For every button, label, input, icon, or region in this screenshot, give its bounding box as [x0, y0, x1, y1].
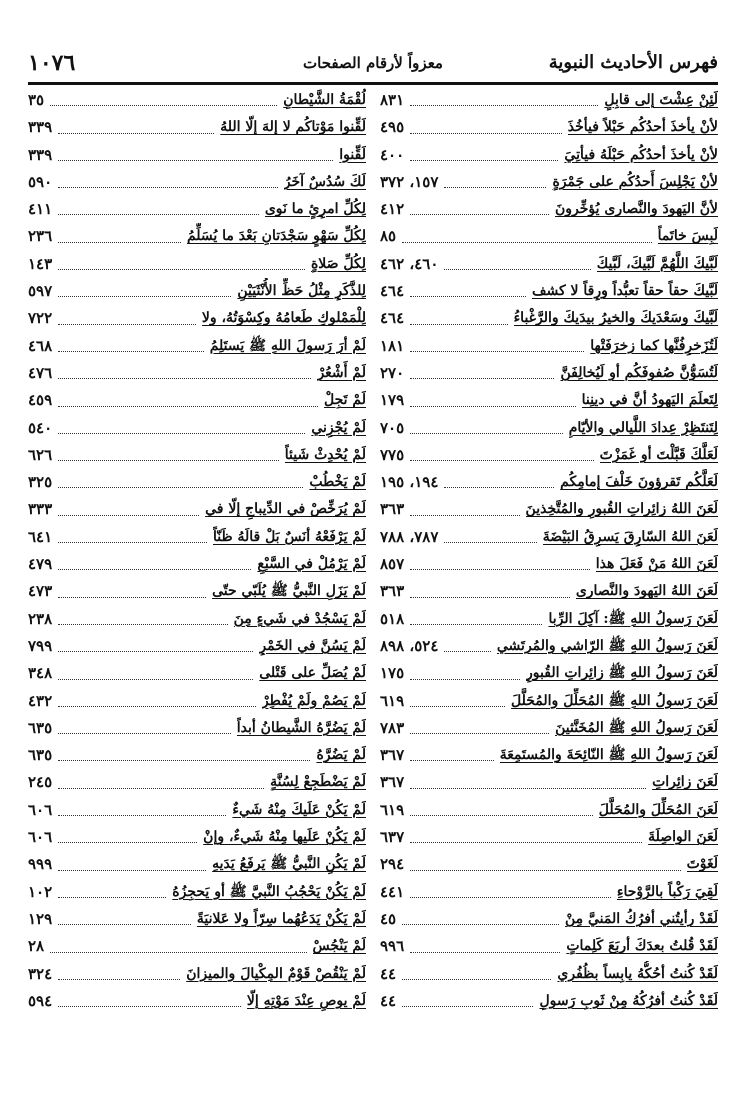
index-entry: [28, 442, 366, 469]
hadith-text: لأنْ يَجْلِسَ أَحدُكُم على جَمْرَةٍ: [552, 173, 718, 190]
index-entry: [380, 196, 718, 223]
index-entry: [28, 415, 366, 442]
hadith-text: لَعَنَ زائِراتِ: [652, 774, 718, 791]
page-reference: ٤٠٠: [380, 145, 405, 164]
page-reference: ٤٤: [380, 964, 397, 983]
index-entry: [28, 742, 366, 769]
hadith-text: لَمْ يَكُنِ النَّبيُّ ﷺ يَرفَعُ يَدَيهِ: [212, 856, 366, 873]
index-entry: [380, 797, 718, 824]
page-reference: ٢٩٤: [380, 855, 405, 874]
dot-leader: [58, 507, 199, 516]
dot-leader: [58, 152, 333, 161]
header-rule: [28, 82, 718, 85]
page-reference: ٣٣٩: [28, 145, 53, 164]
dot-leader: [50, 97, 277, 106]
hadith-text: لَعَنَ رَسولُ اللهِ ﷺ: آكِلَ الرِّبا: [548, 610, 718, 627]
index-entry: [380, 742, 718, 769]
index-entry: [380, 551, 718, 578]
page-reference: ٤٧٦: [28, 363, 53, 382]
dot-leader: [410, 807, 593, 816]
hadith-text: لَمْ يَصُمْ ولَمْ يُفْطِرْ: [261, 692, 366, 709]
index-entry: [28, 851, 366, 878]
index-entry: [380, 688, 718, 715]
hadith-text: لَعَلَّكُم تَقرؤونَ خَلْفَ إمامِكُم: [560, 474, 718, 491]
page-reference: ٤٣٢: [28, 691, 53, 710]
dot-leader: [58, 889, 166, 898]
index-entry: [28, 278, 366, 305]
page-reference: ٧٨٣: [380, 718, 405, 737]
page-reference: ٥١٨: [380, 609, 405, 628]
index-entry: [28, 688, 366, 715]
index-entry: [28, 824, 366, 851]
hadith-text: لَمْ يَكُنْ يَدَعُهُما سِرّاً ولا عَلانيَةً: [196, 910, 366, 927]
hadith-text: لَمْ يُجْزِني: [311, 419, 366, 436]
hadith-text: لَعَنَ اللهُ اليَهودَ والنَّصارى: [575, 583, 718, 600]
book-title: فهرس الأحاديث النبوية: [548, 52, 718, 73]
dot-leader: [410, 206, 549, 215]
index-entry: [380, 851, 718, 878]
page-reference: ٢٤٥: [28, 773, 53, 792]
page-reference: ١٤٣: [28, 254, 53, 273]
dot-leader: [58, 589, 206, 598]
hadith-text: لِكُلِّ سَهْوٍ سَجْدَتانِ بَعْدَ ما يُسَلِّمُ: [186, 228, 366, 245]
dot-leader: [58, 643, 253, 652]
index-entry: [28, 933, 366, 960]
hadith-text: لَعَنَ المُحَلِّلَ والمُحَلَّلَ: [598, 801, 718, 818]
index-entry: [380, 606, 718, 633]
page-reference: ٥٩٠: [28, 172, 53, 191]
hadith-text: لَمْ يَضْطَجِعْ لِسُنَّةٍ: [270, 774, 366, 791]
index-entry: [28, 114, 366, 141]
dot-leader: [58, 998, 241, 1007]
dot-leader: [410, 752, 494, 761]
page-reference: ١٨١: [380, 336, 405, 355]
page-reference: ٦٠٦: [28, 800, 53, 819]
index-entry: [380, 660, 718, 687]
index-entry: [380, 415, 718, 442]
page-header: [28, 50, 718, 80]
page-reference: ٤٤: [380, 991, 397, 1010]
page-reference: ٨٥٧: [380, 555, 405, 574]
dot-leader: [58, 261, 305, 270]
dot-leader: [410, 671, 520, 680]
index-entry: [28, 223, 366, 250]
hadith-text: لَعَنَ رَسولُ اللهِ ﷺ المُحَلِّلَ والمُحَلَّلَ: [511, 692, 718, 709]
dot-leader: [58, 179, 278, 188]
hadith-text: لَقِيَ رَكْباً بالرَّوْحاءِ: [616, 883, 718, 900]
page-reference: ٧٩٩: [28, 636, 53, 655]
hadith-text: لُقْمَةُ الشَّيْطانِ: [283, 92, 366, 108]
hadith-text: لَمْ يوصِ عِنْدَ مَوْتِهِ إلّا: [246, 992, 366, 1009]
page-reference: ٤٧٩: [28, 555, 53, 574]
hadith-text: لَمْ يَسْجُدْ في شَيءٍ مِنَ: [233, 610, 366, 627]
index-entry: [380, 824, 718, 851]
index-entry: [28, 196, 366, 223]
index-entry: [28, 879, 366, 906]
hadith-text: لَقَدْ قُلتُ بعدَكَ أربَعَ كَلِماتٍ: [566, 938, 718, 955]
index-entry: [380, 333, 718, 360]
hadith-text: لَقَدْ رأيتُني أفرُكُ المَنيَّ مِنْ: [564, 910, 718, 927]
dot-leader: [58, 125, 214, 134]
hadith-text: لَقِّنوا: [339, 146, 366, 163]
page-reference: ٥٤٠: [28, 418, 53, 437]
index-entry: [380, 278, 718, 305]
hadith-text: لَعَنَ رَسولُ اللهِ ﷺ الرّاشي والمُرتَشي: [496, 637, 718, 654]
dot-leader: [410, 589, 570, 598]
hadith-text: لِلذَّكَرِ مِثْلُ حَظِّ الأُنْثَيَيْنِ: [237, 283, 366, 300]
page-reference: ٣٥: [28, 91, 45, 109]
dot-leader: [50, 944, 306, 953]
dot-leader: [58, 862, 206, 871]
hadith-text: لَبَّيكَ اللَّهُمَّ لَبَّيكَ، لَبَّيكَ: [596, 255, 718, 272]
hadith-text: لَبِسَ خاتَماً: [657, 228, 718, 245]
hadith-text: لَعَنَ اللهُ مَنْ فَعَلَ هذا: [595, 556, 718, 573]
hadith-text: لأنْ يأخذَ أحدُكُم حَبْلَهُ فيأتِيَ: [564, 146, 718, 163]
dot-leader: [444, 643, 490, 652]
dot-leader: [58, 807, 226, 816]
dot-leader: [410, 452, 593, 461]
index-entry: [28, 633, 366, 660]
page-reference: ١٩٤، ١٩٥: [380, 473, 439, 492]
dot-leader: [410, 616, 542, 625]
dot-leader: [58, 316, 196, 325]
dot-leader: [410, 316, 507, 325]
page-reference: ٧٨٧، ٧٨٨: [380, 527, 439, 546]
hadith-text: لَتُسَوُّنَّ صُفوفَكُم أو لَيُخالِفَنَّ: [560, 364, 718, 381]
hadith-text: لَمْ يَكُنْ عَلَيكَ مِنْهُ شَيءٌ: [232, 801, 366, 818]
page-reference: ٤٩٥: [380, 118, 405, 137]
index-entry: [380, 933, 718, 960]
hadith-text: لَمْ يُصَلِّ على قَتْلى: [259, 665, 366, 682]
dot-leader: [58, 616, 227, 625]
hadith-text: لَمْ يَرْمُلْ في السَّبْعِ: [257, 556, 366, 573]
index-entry: [28, 769, 366, 796]
hadith-text: لَبَّيكَ حقاً حقاً تعبُّداً ورِقاً لا كشف: [532, 283, 718, 300]
page-reference: ٧٧٥: [380, 445, 405, 464]
dot-leader: [58, 561, 251, 570]
hadith-text: لَقَدْ كُنتُ أحُكُّهُ يابِساً بظُفُري: [557, 965, 718, 982]
index-entry: [28, 961, 366, 988]
dot-leader: [410, 398, 575, 407]
hadith-text: لَعَنَ الواصِلَةَ: [648, 829, 718, 846]
page-reference: ٦٣٥: [28, 746, 53, 765]
index-entry: [28, 660, 366, 687]
hadith-text: لِكُلِّ صَلاةٍ: [310, 255, 366, 272]
dot-leader: [58, 425, 305, 434]
index-entry: [380, 524, 718, 551]
hadith-text: لَعَنَ رَسولُ اللهِ ﷺ زائِراتِ القُبورِ: [526, 665, 718, 682]
dot-leader: [58, 343, 204, 352]
dot-leader: [410, 288, 526, 297]
page-reference: ٣٤٨: [28, 664, 53, 683]
index-entry: [380, 87, 718, 114]
index-entry: [380, 223, 718, 250]
hadith-text: لَمْ أرَ رَسولَ اللهِ ﷺ يَستَلِمُ: [209, 337, 366, 354]
hadith-text: لأنَّ اليَهودَ والنَّصارى يُؤخِّرونَ: [554, 201, 718, 218]
page-reference: ١٧٩: [380, 391, 405, 410]
index-entry: [380, 469, 718, 496]
dot-leader: [444, 534, 536, 543]
dot-leader: [58, 398, 318, 407]
index-entry: [28, 906, 366, 933]
dot-leader: [58, 206, 259, 215]
dot-leader: [402, 971, 551, 980]
page-reference: ١٠٢: [28, 882, 53, 901]
hadith-text: لَعَنَ اللهُ زائِراتِ القُبورِ والمُتَّخِذينَ: [525, 501, 718, 518]
dot-leader: [58, 834, 197, 843]
dot-leader: [410, 889, 611, 898]
page-reference: ١٥٧، ٣٧٢: [380, 172, 439, 191]
index-entry: [28, 578, 366, 605]
hadith-text: لَعَنَ رَسولُ اللهِ ﷺ المُخَنَّثينَ: [555, 719, 718, 736]
hadith-text: لَعَلَّكَ قَبَّلْتَ أو غَمَزْتَ: [599, 446, 718, 463]
hadith-text: لَمْ يَنْجُسْ: [312, 938, 366, 955]
page-reference: ٧٢٢: [28, 309, 53, 328]
index-entry: [28, 797, 366, 824]
hadith-text: لَقَدْ كُنتُ أفرُكُهُ مِنْ ثَوبِ رَسولِ: [539, 992, 718, 1009]
page-reference: ٣٦٣: [380, 500, 405, 519]
page-reference: ٤٤١: [380, 882, 405, 901]
dot-leader: [410, 370, 554, 379]
dot-leader: [58, 752, 310, 761]
page-reference: ٢٣٦: [28, 227, 53, 246]
index-entry: [28, 988, 366, 1015]
page-reference: ٢٧٠: [380, 363, 405, 382]
index-entry: [380, 879, 718, 906]
index-entry: [28, 87, 366, 114]
page-reference: ٦٢٦: [28, 445, 53, 464]
dot-leader: [410, 698, 505, 707]
page-reference: ٤٥: [380, 909, 397, 928]
index-entry: [28, 524, 366, 551]
index-entry: [380, 387, 718, 414]
hadith-text: لَمْ أَشْعُرْ: [317, 364, 366, 381]
page-reference: ٤٥٩: [28, 391, 53, 410]
page-reference: ٣٦٣: [380, 582, 405, 601]
index-entry: [380, 906, 718, 933]
index-entry: [380, 961, 718, 988]
page-reference: ٥٩٧: [28, 282, 53, 301]
page-reference: ١٧٥: [380, 664, 405, 683]
hadith-text: لَمْ يَخْطُبْ: [309, 474, 366, 491]
dot-leader: [58, 479, 303, 488]
hadith-text: لأنْ يأخذَ أحدُكُم حَبْلاً فيأخُذَ: [567, 119, 718, 136]
hadith-text: لَمْ تَجِلْ: [324, 392, 366, 409]
hadith-text: لَمْ يَسُنَّ في الخَمْرِ: [259, 637, 366, 654]
hadith-text: لَمْ يَنْقُصْ قَوْمٌ المِكْيالَ والميزانَ: [186, 965, 366, 982]
hadith-text: لَمْ يَضُرَّهُ: [316, 747, 366, 764]
dot-leader: [410, 507, 519, 516]
dot-leader: [444, 479, 554, 488]
page-reference: ٧٠٥: [380, 418, 405, 437]
dot-leader: [410, 561, 590, 570]
hadith-text: لِكُلِّ امرِئٍ ما نَوى: [264, 201, 366, 218]
index-entry: [28, 715, 366, 742]
page-reference: ٤٦٠، ٤٦٢: [380, 254, 439, 273]
hadith-text: لَتُزَخرِفُنَّها كما زخرَفَتْها: [590, 337, 718, 354]
hadith-text: لَمْ يَضُرَّهُ الشَّيطانُ أبداً: [236, 719, 366, 736]
dot-leader: [444, 261, 590, 270]
hadith-text: لَعَنَ رَسولُ اللهِ ﷺ النّائِحَةَ والمُستَمِعَةَ: [499, 747, 718, 764]
page-reference: ٤٦٤: [380, 282, 405, 301]
dot-leader: [58, 780, 264, 789]
page-reference: ٤٧٣: [28, 582, 53, 601]
dot-leader: [58, 534, 207, 543]
index-entry: [28, 169, 366, 196]
index-entry: [380, 360, 718, 387]
dot-leader: [58, 698, 256, 707]
page-reference: ٤٦٤: [380, 309, 405, 328]
page-reference: ٣٣٣: [28, 500, 53, 519]
page-reference: ٦٠٦: [28, 828, 53, 847]
dot-leader: [58, 671, 253, 680]
dot-leader: [402, 998, 533, 1007]
page-reference: ٩٩٩: [28, 855, 53, 874]
page-reference: ٤١١: [28, 200, 53, 219]
page-reference: ٥٢٤، ٨٩٨: [380, 636, 439, 655]
hadith-text: لَغَوْتَ: [686, 856, 718, 873]
dot-leader: [410, 97, 598, 106]
hadith-text: لِتَنتَظِرْ عِدادَ اللَّيالي والأيّامِ: [568, 419, 718, 436]
dot-leader: [58, 971, 180, 980]
page-reference: ٥٩٤: [28, 991, 53, 1010]
dot-leader: [410, 862, 680, 871]
index-entry: [380, 169, 718, 196]
section-title: معزواً لأرقام الصفحات: [303, 54, 443, 72]
index-entry: [28, 360, 366, 387]
dot-leader: [58, 288, 231, 297]
hadith-text: لَمْ يَكُنْ يَحْجُبُ النَّبيَّ ﷺ أو يَحجِزُهُ: [172, 883, 366, 900]
dot-leader: [410, 944, 560, 953]
index-entry: [380, 633, 718, 660]
hadith-text: لَمْ يُرَخِّصْ في الدِّيباجِ إلّا في: [205, 501, 366, 518]
hadith-text: لَمْ يَزَلِ النَّبيُّ ﷺ يُلَبّي حتّى: [212, 583, 366, 600]
index-entry: [380, 114, 718, 141]
page-reference: ٣٣٩: [28, 118, 53, 137]
dot-leader: [58, 234, 181, 243]
page-reference: ٣٦٧: [380, 746, 405, 765]
index-entry: [380, 142, 718, 169]
index-entry: [28, 496, 366, 523]
index-entry: [380, 442, 718, 469]
page-reference: ٣٢٥: [28, 473, 53, 492]
page-reference: ٨٥: [380, 227, 397, 246]
dot-leader: [58, 370, 311, 379]
index-entry: [28, 387, 366, 414]
dot-leader: [410, 125, 562, 134]
dot-leader: [402, 234, 651, 243]
dot-leader: [402, 916, 559, 925]
index-entry: [28, 469, 366, 496]
hadith-text: لَقِّنوا مَوْتاكُم لا إلهَ إلّا اللهُ: [220, 119, 366, 136]
page-reference: ٢٨: [28, 937, 45, 956]
index-entry: [380, 988, 718, 1015]
page-number: ١٠٧٦: [28, 50, 76, 76]
index-entry: [380, 769, 718, 796]
dot-leader: [58, 725, 231, 734]
index-entry: [28, 142, 366, 169]
page-reference: ٦١٩: [380, 691, 405, 710]
hadith-text: لَئِنْ عِشْتَ إلى قابِلٍ: [604, 92, 718, 108]
dot-leader: [58, 452, 279, 461]
index-entry: [380, 496, 718, 523]
index-column-right: [380, 87, 718, 1015]
dot-leader: [444, 179, 546, 188]
page-reference: ٨٣١: [380, 91, 405, 109]
index-entry: [380, 305, 718, 332]
hadith-text: لِتَعلَمَ اليَهودُ أنَّ في دينِنا: [581, 392, 718, 409]
index-entry: [380, 251, 718, 278]
dot-leader: [410, 725, 549, 734]
dot-leader: [410, 152, 558, 161]
dot-leader: [58, 916, 191, 925]
index-entry: [28, 333, 366, 360]
index-entry: [28, 251, 366, 278]
index-column-left: [28, 87, 366, 1015]
index-entry: [28, 305, 366, 332]
page-reference: ٣٢٤: [28, 964, 53, 983]
dot-leader: [410, 425, 563, 434]
page-reference: ٤١٢: [380, 200, 405, 219]
page-reference: ١٢٩: [28, 909, 53, 928]
index-entry: [28, 551, 366, 578]
hadith-text: لَمْ يَكُنْ عَلَيها مِنْهُ شَيءٌ، وإنْ: [203, 829, 366, 846]
index-entry: [380, 578, 718, 605]
hadith-text: لَمْ يُحْدِثْ شَيئاً: [284, 446, 366, 463]
hadith-text: لَعَنَ اللهُ السّارِقَ يَسرِقُ البَيْضَةَ: [542, 528, 718, 545]
hadith-text: لَكَ سُدُسٌ آخَرُ: [283, 173, 366, 190]
page-reference: ٤٦٨: [28, 336, 53, 355]
dot-leader: [410, 834, 642, 843]
hadith-text: لَبَّيكَ وسَعْدَيكَ والخيرُ بيدَيكَ والرَّغْباءُ: [513, 310, 718, 327]
index-entry: [28, 606, 366, 633]
page-reference: ٢٣٨: [28, 609, 53, 628]
hadith-text: لِلْمَمْلوكِ طَعامُهُ وكِسْوَتُهُ، ولا: [201, 310, 366, 327]
page-reference: ٩٩٦: [380, 937, 405, 956]
dot-leader: [410, 343, 584, 352]
page-reference: ٣٦٧: [380, 773, 405, 792]
hadith-text: لَمْ يَرْفَعْهُ أنَسٌ بَلْ قالَهُ ظَنّاً: [212, 528, 366, 545]
dot-leader: [410, 780, 646, 789]
page-reference: ٦٣٥: [28, 718, 53, 737]
page-reference: ٦١٩: [380, 800, 405, 819]
page-reference: ٦٤١: [28, 527, 53, 546]
page-reference: ٦٣٧: [380, 828, 405, 847]
index-entry: [380, 715, 718, 742]
